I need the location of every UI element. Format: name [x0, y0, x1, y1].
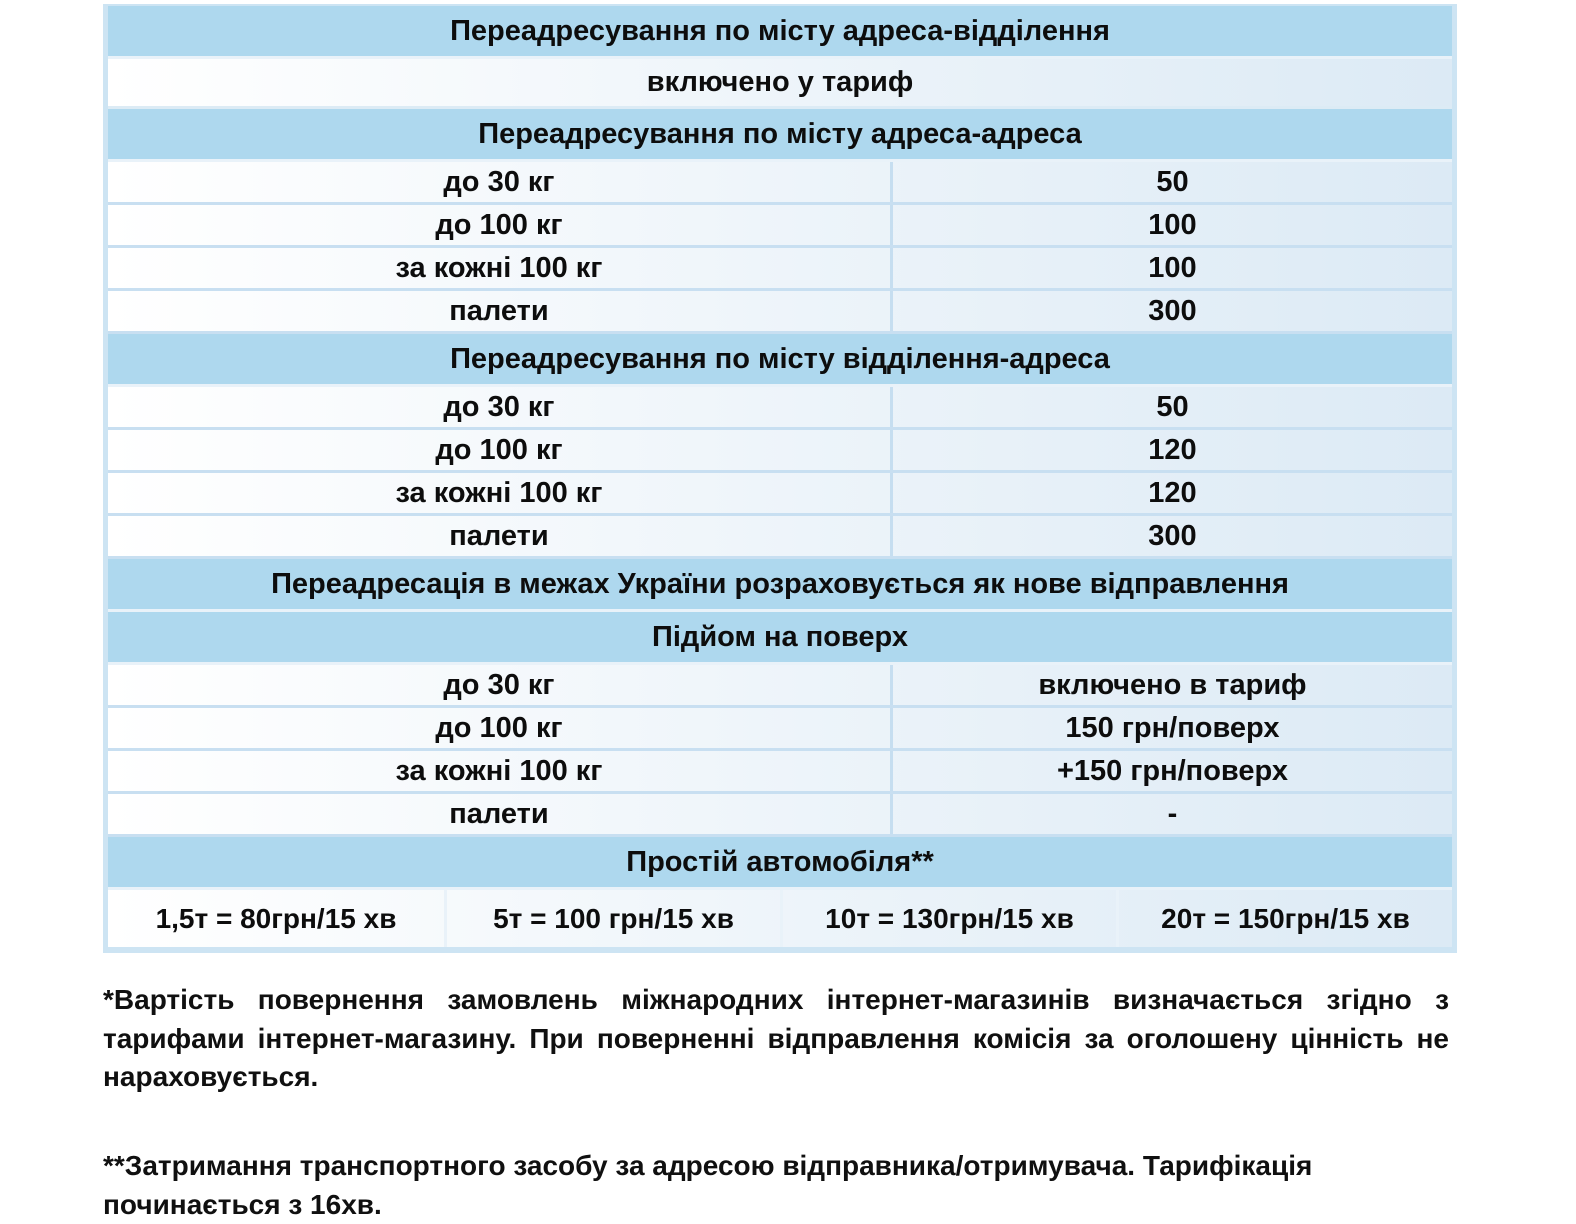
section-header-text: Переадресування по місту відділення-адреса — [450, 342, 1110, 375]
vehicle-idle-rates-row — [108, 890, 1452, 947]
row-label: до 30 кг — [108, 387, 893, 427]
tariff-table — [103, 4, 1457, 953]
idle-rate-10t: 10т = 130грн/15 хв — [780, 890, 1116, 947]
table-row-each-100kg — [108, 473, 1452, 516]
table-row-up-to-100kg — [108, 430, 1452, 473]
row-label: до 100 кг — [108, 205, 893, 245]
idle-rate-20t: 20т = 150грн/15 хв — [1116, 890, 1452, 947]
section-header-floor-lift — [108, 612, 1452, 665]
row-label: до 30 кг — [108, 162, 893, 202]
row-value: включено в тариф — [1038, 668, 1307, 701]
footnote-vehicle-idle: **Затримання транспортного засобу за адресою відправника/отримувача. Тарифікація починається з 16хв. — [103, 1149, 1313, 1220]
section-header-text: Переадресація в межах України розраховується як нове відправлення — [271, 567, 1289, 600]
idle-rate-1-5t: 1,5т = 80грн/15 хв — [155, 902, 397, 934]
row-label: до 100 кг — [108, 708, 893, 748]
row-value: - — [1167, 797, 1178, 830]
row-value: 50 — [1156, 165, 1189, 198]
row-text: включено у тариф — [646, 66, 914, 98]
row-value: +150 грн/поверх — [1056, 754, 1288, 787]
idle-rate-5t: 5т = 100 грн/15 хв — [444, 890, 780, 947]
row-value: 300 — [1148, 519, 1197, 552]
table-row-up-to-30kg — [108, 387, 1452, 430]
table-row-up-to-100kg — [108, 708, 1452, 751]
row-included-in-tariff — [108, 59, 1452, 109]
row-label: до 100 кг — [108, 430, 893, 470]
row-value: 100 — [1148, 251, 1197, 284]
row-value: 150 грн/поверх — [1065, 711, 1280, 744]
table-row-pallets — [108, 516, 1452, 559]
row-value: 50 — [1156, 390, 1189, 423]
footnotes — [103, 981, 1449, 1224]
table-row-up-to-100kg — [108, 205, 1452, 248]
table-row-up-to-30kg — [108, 162, 1452, 205]
footnote-returns: *Вартість повернення замовлень міжнародних інтернет-магазинів визначається згідно з тарифами інтернет-магазину. При поверненні відправлення комісія за оголошену цінність не нараховується. — [103, 984, 1449, 1093]
row-label: палети — [108, 794, 893, 834]
table-row-pallets — [108, 291, 1452, 334]
section-header-text: Підйом на поверх — [652, 620, 908, 653]
section-header-text: Простій автомобіля** — [626, 845, 934, 878]
section-header-readdress-branch-address — [108, 334, 1452, 387]
section-header-text: Переадресування по місту адреса-відділення — [450, 14, 1110, 47]
row-label: палети — [108, 291, 893, 331]
section-header-text: Переадресування по місту адреса-адреса — [478, 117, 1082, 150]
row-value: 300 — [1148, 294, 1197, 327]
section-header-readdress-address-branch — [108, 6, 1452, 59]
row-label: за кожні 100 кг — [108, 473, 893, 513]
row-value: 100 — [1148, 208, 1197, 241]
section-header-readdress-ukraine — [108, 559, 1452, 612]
row-label: за кожні 100 кг — [108, 248, 893, 288]
row-value: 120 — [1148, 476, 1197, 509]
page-content — [103, 4, 1457, 1224]
row-label: до 30 кг — [108, 665, 893, 705]
row-label: палети — [108, 516, 893, 556]
row-value: 120 — [1148, 433, 1197, 466]
section-header-readdress-address-address — [108, 109, 1452, 162]
table-row-each-100kg — [108, 248, 1452, 291]
table-row-each-100kg — [108, 751, 1452, 794]
section-header-vehicle-idle — [108, 837, 1452, 890]
row-label: за кожні 100 кг — [108, 751, 893, 791]
table-row-pallets — [108, 794, 1452, 837]
table-row-up-to-30kg — [108, 665, 1452, 708]
